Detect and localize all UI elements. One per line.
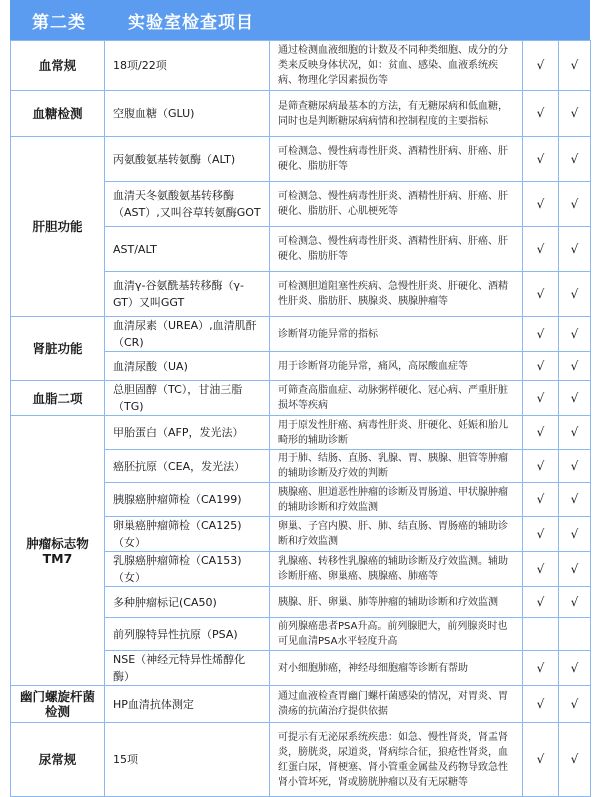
desc-cell: 通过血液检查胃幽门螺杆菌感染的情况，对胃炎、胃溃疡的抗菌治疗提供依据 [270,686,523,723]
check-mark-icon: √ [523,416,559,450]
item-cell: 癌胚抗原（CEA，发光法） [105,450,270,483]
check-mark-icon: √ [523,723,559,797]
item-cell: 总胆固醇（TC），甘油三脂（TG) [105,381,270,416]
check-mark-icon: √ [523,137,559,182]
item-cell: 多种肿瘤标记(CA50) [105,587,270,618]
item-cell: 血清γ-谷氨酰基转移酶（γ-GT）又叫GGT [105,272,270,317]
table-row [11,381,591,416]
lab-tests-table [10,40,591,797]
check-mark-icon: √ [523,317,559,352]
check-mark-empty [559,618,591,651]
header-title: 实验室检查项目 [128,12,254,33]
desc-cell: 是筛查糖尿病最基本的方法，有无糖尿病和低血糖，同时也是判断糖尿病病情和控制程度的主要指标 [270,91,523,137]
check-mark-icon: √ [523,272,559,317]
item-cell: 空腹血糖（GLU) [105,91,270,137]
category-cell: 幽门螺旋杆菌检测 [11,686,105,723]
table-row [11,91,591,137]
item-cell: 血清天冬氨酸氨基转移酶（AST）,又叫谷草转氨酶GOT [105,182,270,227]
check-mark-icon: √ [559,352,591,381]
category-cell: 肝胆功能 [11,137,105,317]
check-mark-icon: √ [523,41,559,91]
item-cell: 血清尿素（UREA）,血清肌酐（CR) [105,317,270,352]
check-mark-icon: √ [559,723,591,797]
desc-cell: 可检测急、慢性病毒性肝炎、酒精性肝病、肝癌、肝硬化、脂肪肝、心肌梗死等 [270,182,523,227]
check-mark-icon: √ [559,483,591,517]
check-mark-icon: √ [523,450,559,483]
check-mark-icon: √ [523,91,559,137]
check-mark-icon: √ [523,686,559,723]
check-mark-icon: √ [523,517,559,552]
check-mark-icon: √ [523,651,559,686]
desc-cell: 用于原发性肝癌、病毒性肝炎、肝硬化、妊娠和胎儿畸形的辅助诊断 [270,416,523,450]
desc-cell: 胰腺、肝、卵巢、肺等肿瘤的辅助诊断和疗效监测 [270,587,523,618]
check-mark-icon: √ [559,552,591,587]
item-cell: 甲胎蛋白（AFP，发光法） [105,416,270,450]
check-mark-icon: √ [559,137,591,182]
item-cell: 丙氨酸氨基转氨酶（ALT) [105,137,270,182]
item-cell: 乳腺癌肿瘤筛检（CA153)（女） [105,552,270,587]
table-header [10,0,590,40]
check-mark-icon: √ [559,587,591,618]
check-mark-icon: √ [559,91,591,137]
desc-cell: 可提示有无泌尿系统疾患：如急、慢性肾炎，肾盂肾炎，膀胱炎，尿道炎，肾病综合征，狼疮性肾炎，血红蛋白尿，肾梗塞、肾小管重金属盐及药物导致急性肾小管坏死，肾或膀胱肿瘤以及有无尿糖等 [270,723,523,797]
item-cell: 18项/22项 [105,41,270,91]
desc-cell: 用于肺、结肠、直肠、乳腺、胃、胰腺、胆管等肿瘤的辅助诊断及疗效的判断 [270,450,523,483]
check-mark-empty [523,618,559,651]
check-mark-icon: √ [559,381,591,416]
desc-cell: 胰腺癌、胆道恶性肿瘤的诊断及胃肠道、甲状腺肿瘤的辅助诊断和疗效监测 [270,483,523,517]
category-cell: 血脂二项 [11,381,105,416]
desc-cell: 可检测急、慢性病毒性肝炎、酒精性肝病、肝癌、肝硬化、脂肪肝等 [270,137,523,182]
check-mark-icon: √ [523,381,559,416]
check-mark-icon: √ [559,416,591,450]
table-row [11,137,591,182]
category-cell: 肿瘤标志物TM7 [11,416,105,686]
check-mark-icon: √ [523,352,559,381]
item-cell: HP血清抗体测定 [105,686,270,723]
check-mark-icon: √ [559,41,591,91]
category-cell: 血糖检测 [11,91,105,137]
desc-cell: 可检测急、慢性病毒性肝炎、酒精性肝病、肝癌、肝硬化、脂肪肝等 [270,227,523,272]
item-cell: 前列腺特异性抗原（PSA) [105,618,270,651]
item-cell: 15项 [105,723,270,797]
item-cell: 胰腺癌肿瘤筛检（CA199) [105,483,270,517]
check-mark-icon: √ [559,450,591,483]
category-cell: 尿常规 [11,723,105,797]
desc-cell: 用于诊断肾功能异常，痛风，高尿酸血症等 [270,352,523,381]
header-category: 第二类 [32,12,86,33]
item-cell: NSE（神经元特异性烯醇化酶） [105,651,270,686]
check-mark-icon: √ [559,651,591,686]
check-mark-icon: √ [559,272,591,317]
category-cell: 肾脏功能 [11,317,105,381]
desc-cell: 通过检测血液细胞的计数及不同种类细胞、成分的分类来反映身体状况，如：贫血、感染、血液系统疾病、物理化学因素损伤等 [270,41,523,91]
desc-cell: 诊断肾功能异常的指标 [270,317,523,352]
check-mark-icon: √ [559,227,591,272]
table-row [11,723,591,797]
check-mark-icon: √ [559,182,591,227]
table-row [11,317,591,352]
item-cell: AST/ALT [105,227,270,272]
check-mark-icon: √ [523,587,559,618]
check-mark-icon: √ [523,483,559,517]
desc-cell: 对小细胞肺癌，神经母细胞瘤等诊断有帮助 [270,651,523,686]
check-mark-icon: √ [523,552,559,587]
table-row [11,686,591,723]
check-mark-icon: √ [559,317,591,352]
item-cell: 血清尿酸（UA) [105,352,270,381]
check-mark-icon: √ [559,686,591,723]
desc-cell: 可筛查高脂血症、动脉粥样硬化、冠心病、严重肝脏损坏等疾病 [270,381,523,416]
category-cell: 血常规 [11,41,105,91]
item-cell: 卵巢癌肿瘤筛检（CA125)（女） [105,517,270,552]
desc-cell: 可检测胆道阻塞性疾病、急慢性肝炎、肝硬化、酒精性肝炎、脂肪肝、胰腺炎、胰腺肿瘤等 [270,272,523,317]
table-row [11,41,591,91]
desc-cell: 乳腺癌、转移性乳腺癌的辅助诊断及疗效监测。辅助诊断肝癌、卵巢癌、胰腺癌、肺癌等 [270,552,523,587]
check-mark-icon: √ [523,182,559,227]
desc-cell: 卵巢、子宫内膜、肝、肺、结直肠、胃肠癌的辅助诊断和疗效监测 [270,517,523,552]
desc-cell: 前列腺癌患者PSA升高。前列腺肥大，前列腺炎时也可见血清PSA水平轻度升高 [270,618,523,651]
check-mark-icon: √ [559,517,591,552]
check-mark-icon: √ [523,227,559,272]
table-row [11,416,591,450]
